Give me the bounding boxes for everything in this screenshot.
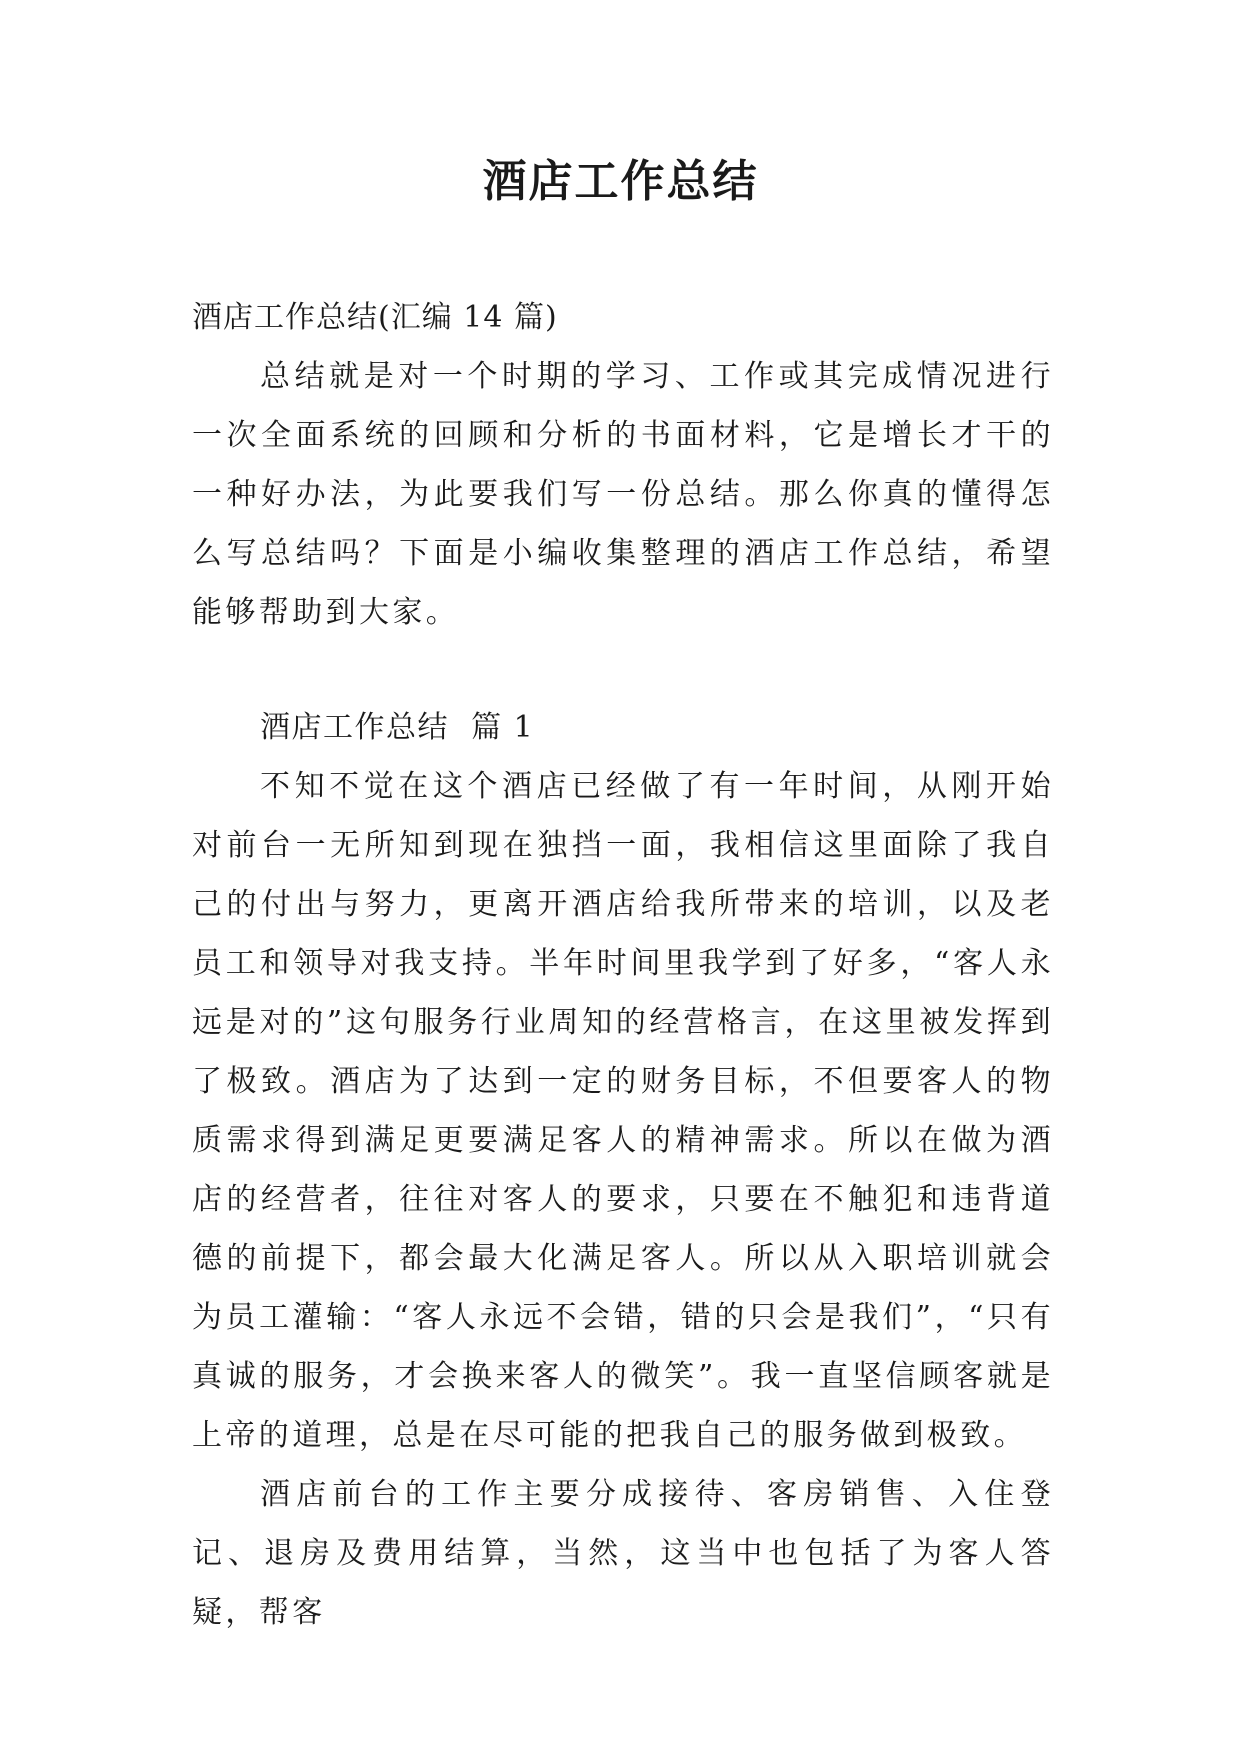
paragraph-1 — [192, 757, 1054, 1465]
paragraph-2-text: 酒店前台的工作主要分成接待、客房销售、入住登记、退房及费用结算，当然，这当中也包括了为客人答疑，帮客 — [192, 1477, 1054, 1630]
subtitle-text: 酒店工作总结(汇编 14 篇) — [192, 300, 558, 335]
intro-text: 总结就是对一个时期的学习、工作或其完成情况进行一次全面系统的回顾和分析的书面材料，它是增长才干的一种好办法，为此要我们写一份总结。那么你真的懂得怎么写总结吗？下面是小编收集整理的酒店工作总结，希望能够帮助到大家。 — [192, 359, 1054, 630]
paragraph-1-text: 不知不觉在这个酒店已经做了有一年时间，从刚开始对前台一无所知到现在独挡一面，我相信这里面除了我自己的付出与努力，更离开酒店给我所带来的培训，以及老员工和领导对我支持。半年时间里我学到了好多，“客人永远是对的”这句服务行业周知的经营格言，在这里被发挥到了极致。酒店为了达到一定的财务目标，不但要客人的物质需求得到满足更要满足客人的精神需求。所以在做为酒店的经营者，往往对客人的要求，只要在不触犯和违背道德的前提下，都会最大化满足客人。所以从入职培训就会为员工灌输：“客人永远不会错，错的只会是我们”，“只有真诚的服务，才会换来客人的微笑”。我一直坚信顾客就是上帝的道理，总是在尽可能的把我自己的服务做到极致。 — [192, 769, 1054, 1453]
paragraph-2 — [192, 1465, 1054, 1642]
section-heading-text: 酒店工作总结 篇 1 — [260, 710, 535, 745]
intro-paragraph — [192, 347, 1054, 642]
section-heading — [192, 698, 1054, 757]
document-subtitle — [192, 288, 1054, 347]
document-title: 酒店工作总结 — [482, 156, 759, 207]
